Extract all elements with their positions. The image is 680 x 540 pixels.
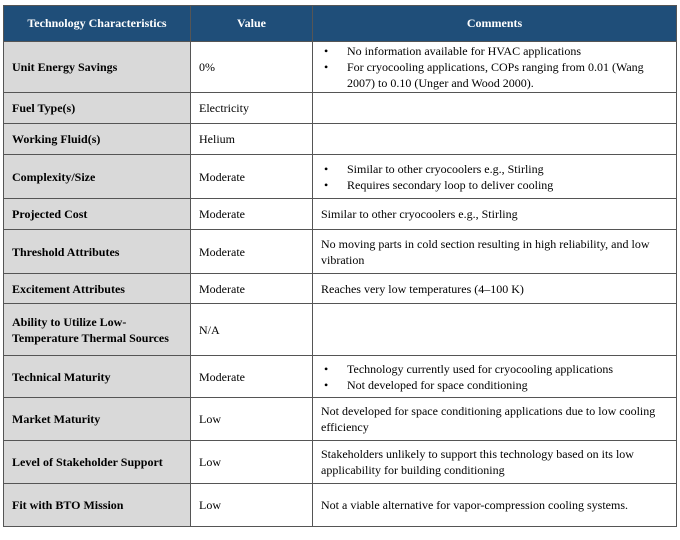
row-comments	[313, 124, 677, 155]
row-value: Electricity	[191, 93, 313, 124]
row-comments	[313, 42, 677, 93]
table-row	[4, 124, 677, 155]
row-label: Working Fluid(s)	[4, 124, 191, 155]
row-value: Low	[191, 484, 313, 527]
row-value: Low	[191, 398, 313, 441]
row-comments: No moving parts in cold section resulting in high reliability, and low vibration	[313, 230, 677, 274]
table-row	[4, 398, 677, 441]
row-label: Threshold Attributes	[4, 230, 191, 274]
comment-bullet: • Not developed for space conditioning	[321, 377, 670, 393]
row-comments: Not a viable alternative for vapor-compression cooling systems.	[313, 484, 677, 527]
row-comments	[313, 155, 677, 199]
table-row	[4, 230, 677, 274]
table-row	[4, 155, 677, 199]
table-row	[4, 304, 677, 356]
row-label: Market Maturity	[4, 398, 191, 441]
row-comments: Stakeholders unlikely to support this technology based on its low applicability for building conditioning	[313, 441, 677, 484]
row-comments: Not developed for space conditioning applications due to low cooling efficiency	[313, 398, 677, 441]
table-row	[4, 42, 677, 93]
row-comments: Reaches very low temperatures (4–100 K)	[313, 274, 677, 304]
row-comments	[313, 356, 677, 398]
row-value: N/A	[191, 304, 313, 356]
table-row	[4, 93, 677, 124]
table-row	[4, 441, 677, 484]
row-value: Moderate	[191, 230, 313, 274]
row-label: Projected Cost	[4, 199, 191, 230]
row-label: Unit Energy Savings	[4, 42, 191, 93]
row-label: Fuel Type(s)	[4, 93, 191, 124]
characteristics-table-wrapper	[3, 5, 677, 527]
header-characteristics: Technology Characteristics	[4, 6, 191, 42]
comment-bullet: • Technology currently used for cryocooling applications	[321, 361, 670, 377]
comment-bullet: • Similar to other cryocoolers e.g., Stirling	[321, 161, 670, 177]
row-label: Ability to Utilize Low-Temperature Thermal Sources	[4, 304, 191, 356]
table-row	[4, 274, 677, 304]
row-value: Helium	[191, 124, 313, 155]
row-label: Technical Maturity	[4, 356, 191, 398]
row-value: Low	[191, 441, 313, 484]
comment-bullet-list	[321, 161, 670, 193]
row-comments	[313, 93, 677, 124]
comment-bullet-list	[321, 43, 670, 91]
comment-bullet: • For cryocooling applications, COPs ranging from 0.01 (Wang 2007) to 0.10 (Unger and Wood 2000).	[321, 59, 670, 91]
comment-bullet-list	[321, 361, 670, 393]
header-row	[4, 6, 677, 42]
header-value: Value	[191, 6, 313, 42]
technology-characteristics-table	[3, 5, 677, 527]
comment-bullet: • Requires secondary loop to deliver cooling	[321, 177, 670, 193]
row-comments	[313, 304, 677, 356]
row-comments: Similar to other cryocoolers e.g., Stirling	[313, 199, 677, 230]
row-value: Moderate	[191, 356, 313, 398]
row-label: Level of Stakeholder Support	[4, 441, 191, 484]
row-value: Moderate	[191, 199, 313, 230]
row-label: Excitement Attributes	[4, 274, 191, 304]
table-row	[4, 199, 677, 230]
row-label: Complexity/Size	[4, 155, 191, 199]
row-value: Moderate	[191, 274, 313, 304]
comment-bullet: • No information available for HVAC applications	[321, 43, 670, 59]
row-label: Fit with BTO Mission	[4, 484, 191, 527]
row-value: 0%	[191, 42, 313, 93]
row-value: Moderate	[191, 155, 313, 199]
table-row	[4, 484, 677, 527]
table-row	[4, 356, 677, 398]
header-comments: Comments	[313, 6, 677, 42]
